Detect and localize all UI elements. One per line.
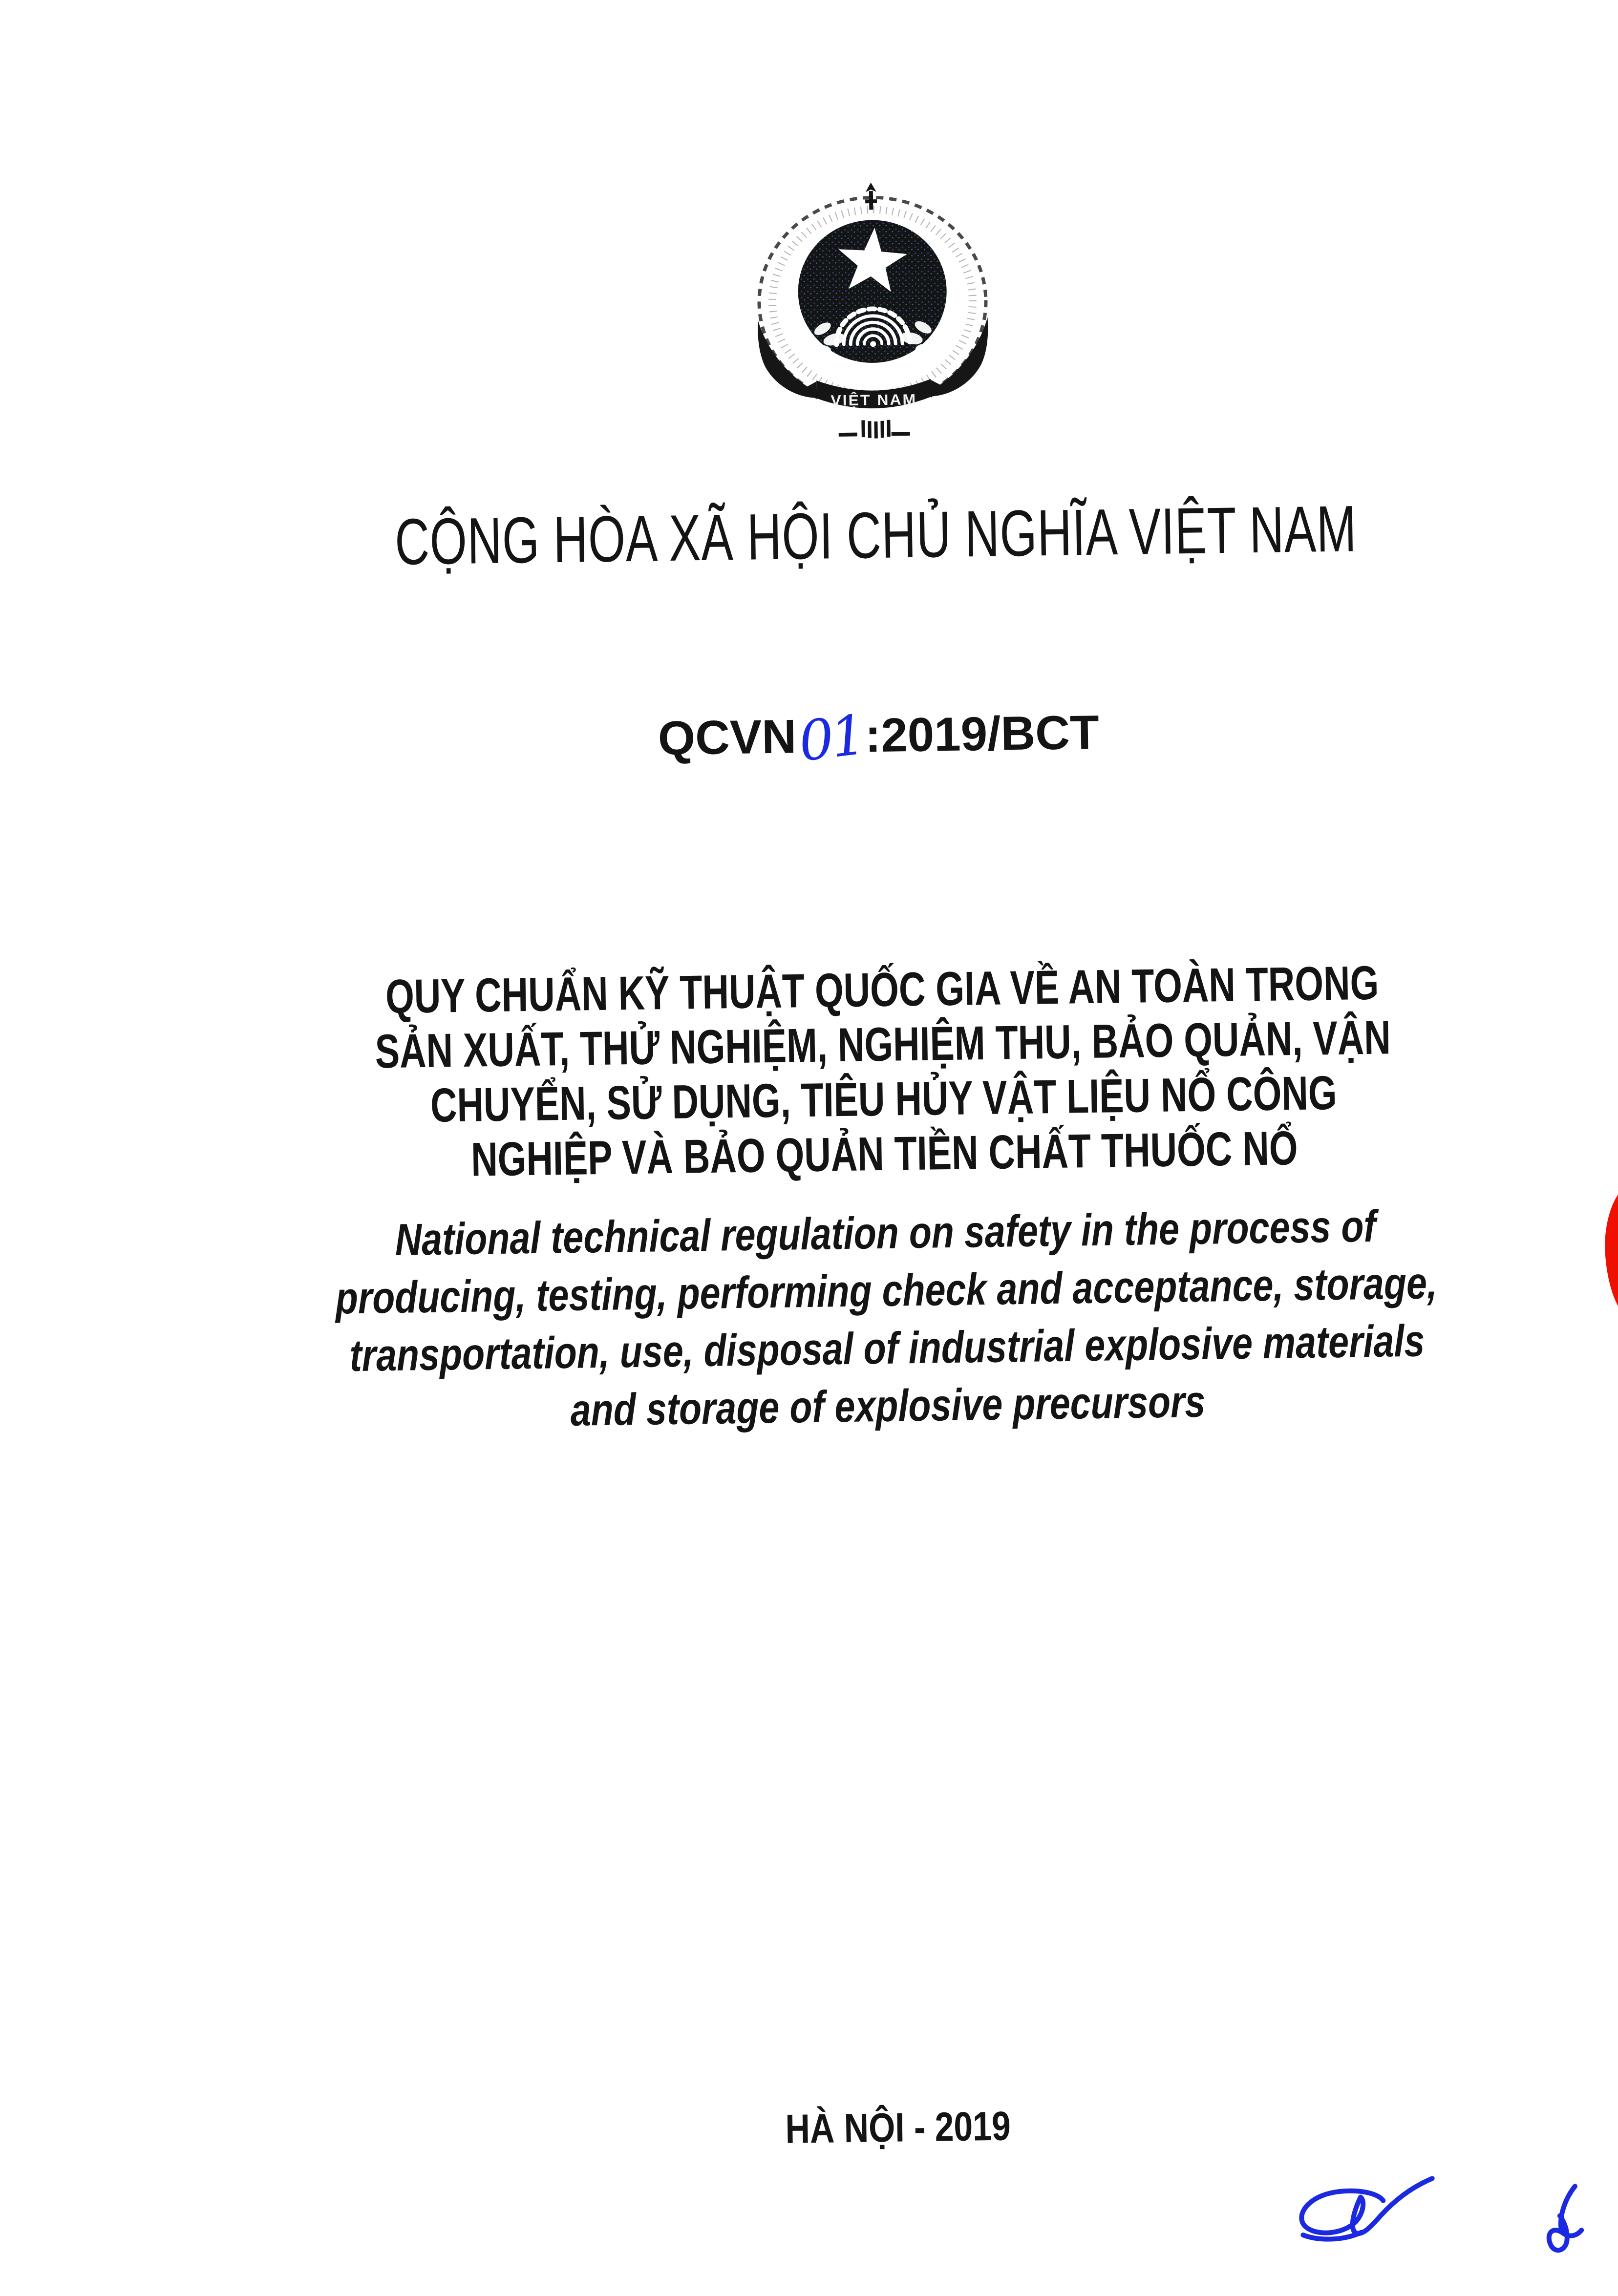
vietnam-national-emblem-icon <box>741 177 1004 448</box>
red-mark-area <box>1601 1191 1618 1310</box>
vietnamese-title-line: NGHIỆP VÀ BẢO QUẢN TIỀN CHẤT THUỐC NỔ <box>470 1121 1299 1186</box>
document-code <box>69 690 1618 776</box>
code-suffix: :2019/BCT <box>864 705 1100 762</box>
place-year: HÀ NỘI - 2019 <box>785 2103 1011 2152</box>
vietnamese-title-line: CHUYỂN, SỬ DỤNG, TIÊU HỦY VẬT LIỆU NỔ CÔNG <box>430 1065 1338 1132</box>
english-subtitle-line: producing, testing, performing check and acceptance, storage, <box>335 1258 1438 1324</box>
handwritten-number: 01 <box>795 703 866 774</box>
emblem-banner-text: VIỆT NAM <box>830 391 917 409</box>
english-subtitle <box>76 1193 1618 1446</box>
english-subtitle-line: National technical regulation on safety in the process of <box>395 1201 1377 1265</box>
footer <box>89 2093 1618 2163</box>
republic-title: CỘNG HÒA XÃ HỘI CHỦ NGHĨA VIỆT NAM <box>394 492 1358 579</box>
signature-area <box>1283 2172 1617 2272</box>
code-prefix: QCVN <box>658 709 797 765</box>
vietnamese-title <box>73 951 1618 1192</box>
english-subtitle-line: and storage of explosive precursors <box>570 1376 1206 1435</box>
blue-ink-signature-icon <box>1283 2172 1617 2269</box>
vietnamese-title-line: SẢN XUẤT, THỬ NGHIỆM, NGHIỆM THU, BẢO QUẢN, VẬN <box>374 1010 1391 1078</box>
emblem-container <box>62 168 1618 460</box>
red-pen-mark-icon <box>1601 1191 1618 1310</box>
english-subtitle-line: transportation, use, disposal of industrial explosive materials <box>349 1316 1425 1381</box>
vietnamese-title-line: QUY CHUẨN KỸ THUẬT QUỐC GIA VỀ AN TOÀN TRONG <box>385 955 1379 1024</box>
emblem-banner <box>803 379 944 409</box>
republic-heading-row <box>66 487 1618 584</box>
